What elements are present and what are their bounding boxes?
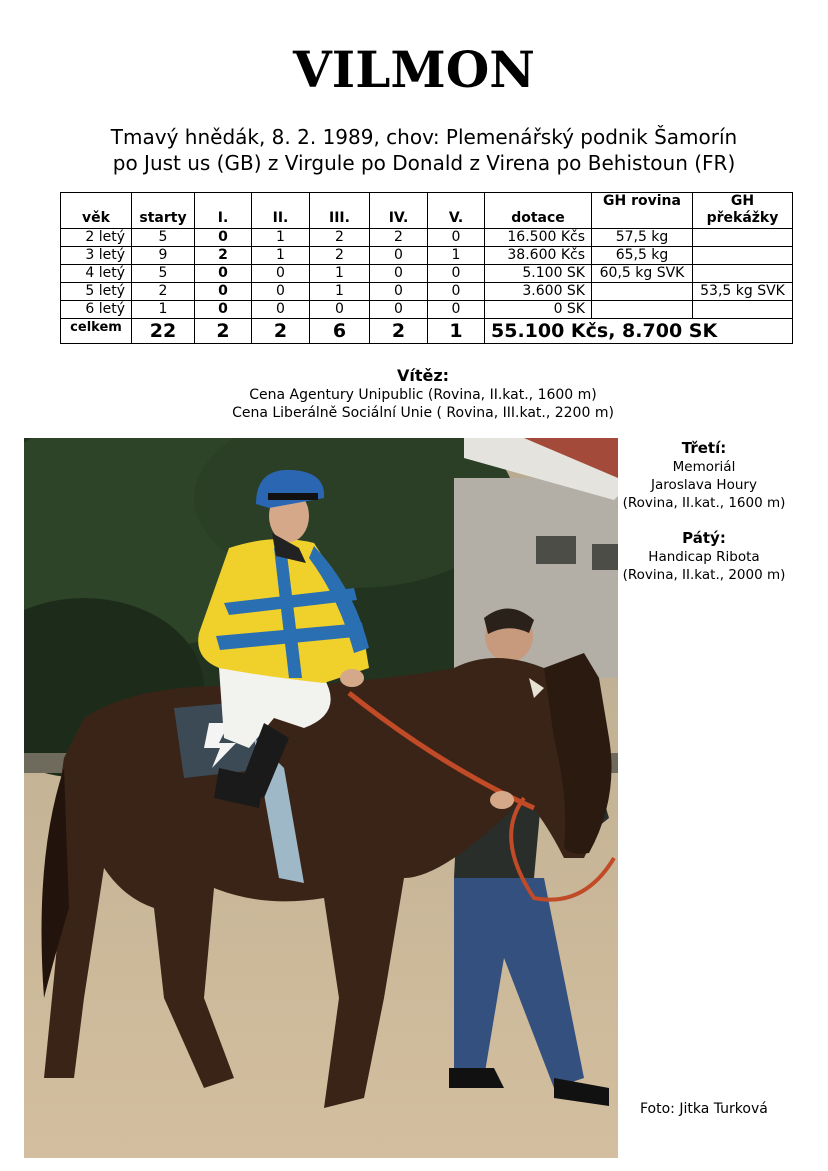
third-race-line3: (Rovina, II.kat., 1600 m): [622, 495, 786, 511]
cell-age: 4 letý: [61, 265, 132, 283]
table-row: [61, 301, 793, 319]
cell-first: 0: [195, 301, 252, 319]
cell-first: 0: [195, 283, 252, 301]
placings-sidebar: [616, 438, 792, 584]
cell-second: 1: [252, 229, 310, 247]
cell-fifth: 1: [428, 247, 485, 265]
header-age: věk: [61, 193, 132, 229]
fifth-race-line1: Handicap Ribota: [648, 549, 760, 565]
cell-second: 0: [252, 301, 310, 319]
fifth-heading: Pátý:: [682, 529, 726, 547]
header-gh-flat: GH rovina: [592, 193, 693, 229]
cell-first: 2: [195, 247, 252, 265]
cell-total-first: 2: [195, 319, 252, 344]
cell-fourth: 0: [370, 247, 428, 265]
table-row: [61, 283, 793, 301]
cell-prize: 5.100 SK: [485, 265, 592, 283]
winner-race-2: Cena Liberálně Sociální Unie ( Rovina, III.kat., 2200 m): [232, 405, 614, 421]
winner-heading: Vítěz:: [396, 366, 450, 385]
cell-starts: 2: [132, 283, 195, 301]
cell-total-starts: 22: [132, 319, 195, 344]
cell-total-fifth: 1: [428, 319, 485, 344]
header-gh-jump: [693, 193, 793, 229]
header-starts: starty: [132, 193, 195, 229]
header-prize: dotace: [485, 193, 592, 229]
header-third: III.: [310, 193, 370, 229]
cell-starts: 5: [132, 229, 195, 247]
table-row: [61, 247, 793, 265]
cell-starts: 9: [132, 247, 195, 265]
table-row: [61, 265, 793, 283]
photo-credit: Foto: Jitka Turková: [640, 1101, 768, 1117]
cell-gh-flat: 65,5 kg: [592, 247, 693, 265]
third-race-line1: Memoriál: [672, 459, 736, 475]
cell-fourth: 0: [370, 265, 428, 283]
cell-age: 6 letý: [61, 301, 132, 319]
horse-photo: [24, 438, 618, 1158]
cell-total-second: 2: [252, 319, 310, 344]
cell-prize: 3.600 SK: [485, 283, 592, 301]
cell-gh-jump: [693, 265, 793, 283]
cell-third: 2: [310, 229, 370, 247]
cell-age: 3 letý: [61, 247, 132, 265]
cell-fifth: 0: [428, 265, 485, 283]
cell-total-label: celkem: [61, 319, 132, 344]
horse-description: Tmavý hnědák, 8. 2. 1989, chov: Plemenářský podnik Šamorín: [110, 125, 738, 149]
cell-third: 1: [310, 265, 370, 283]
cell-fifth: 0: [428, 301, 485, 319]
horse-photo-drawing: [24, 438, 618, 1158]
cell-second: 0: [252, 283, 310, 301]
cell-fourth: 0: [370, 301, 428, 319]
cell-second: 0: [252, 265, 310, 283]
third-race-line2: Jaroslava Houry: [651, 477, 757, 493]
winner-section: [0, 366, 828, 422]
cell-gh-jump: [693, 247, 793, 265]
cell-prize: 0 SK: [485, 301, 592, 319]
cell-total-fourth: 2: [370, 319, 428, 344]
cell-first: 0: [195, 229, 252, 247]
cell-third: 0: [310, 301, 370, 319]
third-heading: Třetí:: [681, 439, 727, 457]
header-fifth: V.: [428, 193, 485, 229]
cell-prize: 38.600 Kčs: [485, 247, 592, 265]
race-statistics-table: [60, 192, 793, 344]
cell-second: 1: [252, 247, 310, 265]
cell-gh-jump: 53,5 kg SVK: [693, 283, 793, 301]
cell-starts: 5: [132, 265, 195, 283]
cell-gh-flat: [592, 301, 693, 319]
header-fourth: IV.: [370, 193, 428, 229]
cell-fourth: 0: [370, 283, 428, 301]
table-total-row: [61, 319, 793, 344]
cell-fourth: 2: [370, 229, 428, 247]
header-second: II.: [252, 193, 310, 229]
header-gh-jump-line1: GH: [730, 193, 755, 209]
cell-total-third: 6: [310, 319, 370, 344]
header-first: I.: [195, 193, 252, 229]
cell-fifth: 0: [428, 283, 485, 301]
cell-prize: 16.500 Kčs: [485, 229, 592, 247]
horse-name-title: VILMON: [293, 40, 535, 99]
cell-first: 0: [195, 265, 252, 283]
horse-pedigree: po Just us (GB) z Virgule po Donald z Virena po Behistoun (FR): [112, 151, 736, 175]
fifth-race-line2: (Rovina, II.kat., 2000 m): [622, 567, 786, 583]
cell-starts: 1: [132, 301, 195, 319]
cell-age: 5 letý: [61, 283, 132, 301]
cell-gh-jump: [693, 229, 793, 247]
header-gh-jump-line2: překážky: [706, 210, 779, 226]
cell-gh-flat: 57,5 kg: [592, 229, 693, 247]
cell-gh-flat: 60,5 kg SVK: [592, 265, 693, 283]
cell-third: 1: [310, 283, 370, 301]
cell-age: 2 letý: [61, 229, 132, 247]
cell-gh-flat: [592, 283, 693, 301]
winner-race-1: Cena Agentury Unipublic (Rovina, II.kat., 1600 m): [249, 387, 597, 403]
table-row: [61, 229, 793, 247]
cell-gh-jump: [693, 301, 793, 319]
table-header-row: [61, 193, 793, 229]
cell-fifth: 0: [428, 229, 485, 247]
cell-total-prize: 55.100 Kčs, 8.700 SK: [485, 319, 793, 344]
cell-third: 2: [310, 247, 370, 265]
